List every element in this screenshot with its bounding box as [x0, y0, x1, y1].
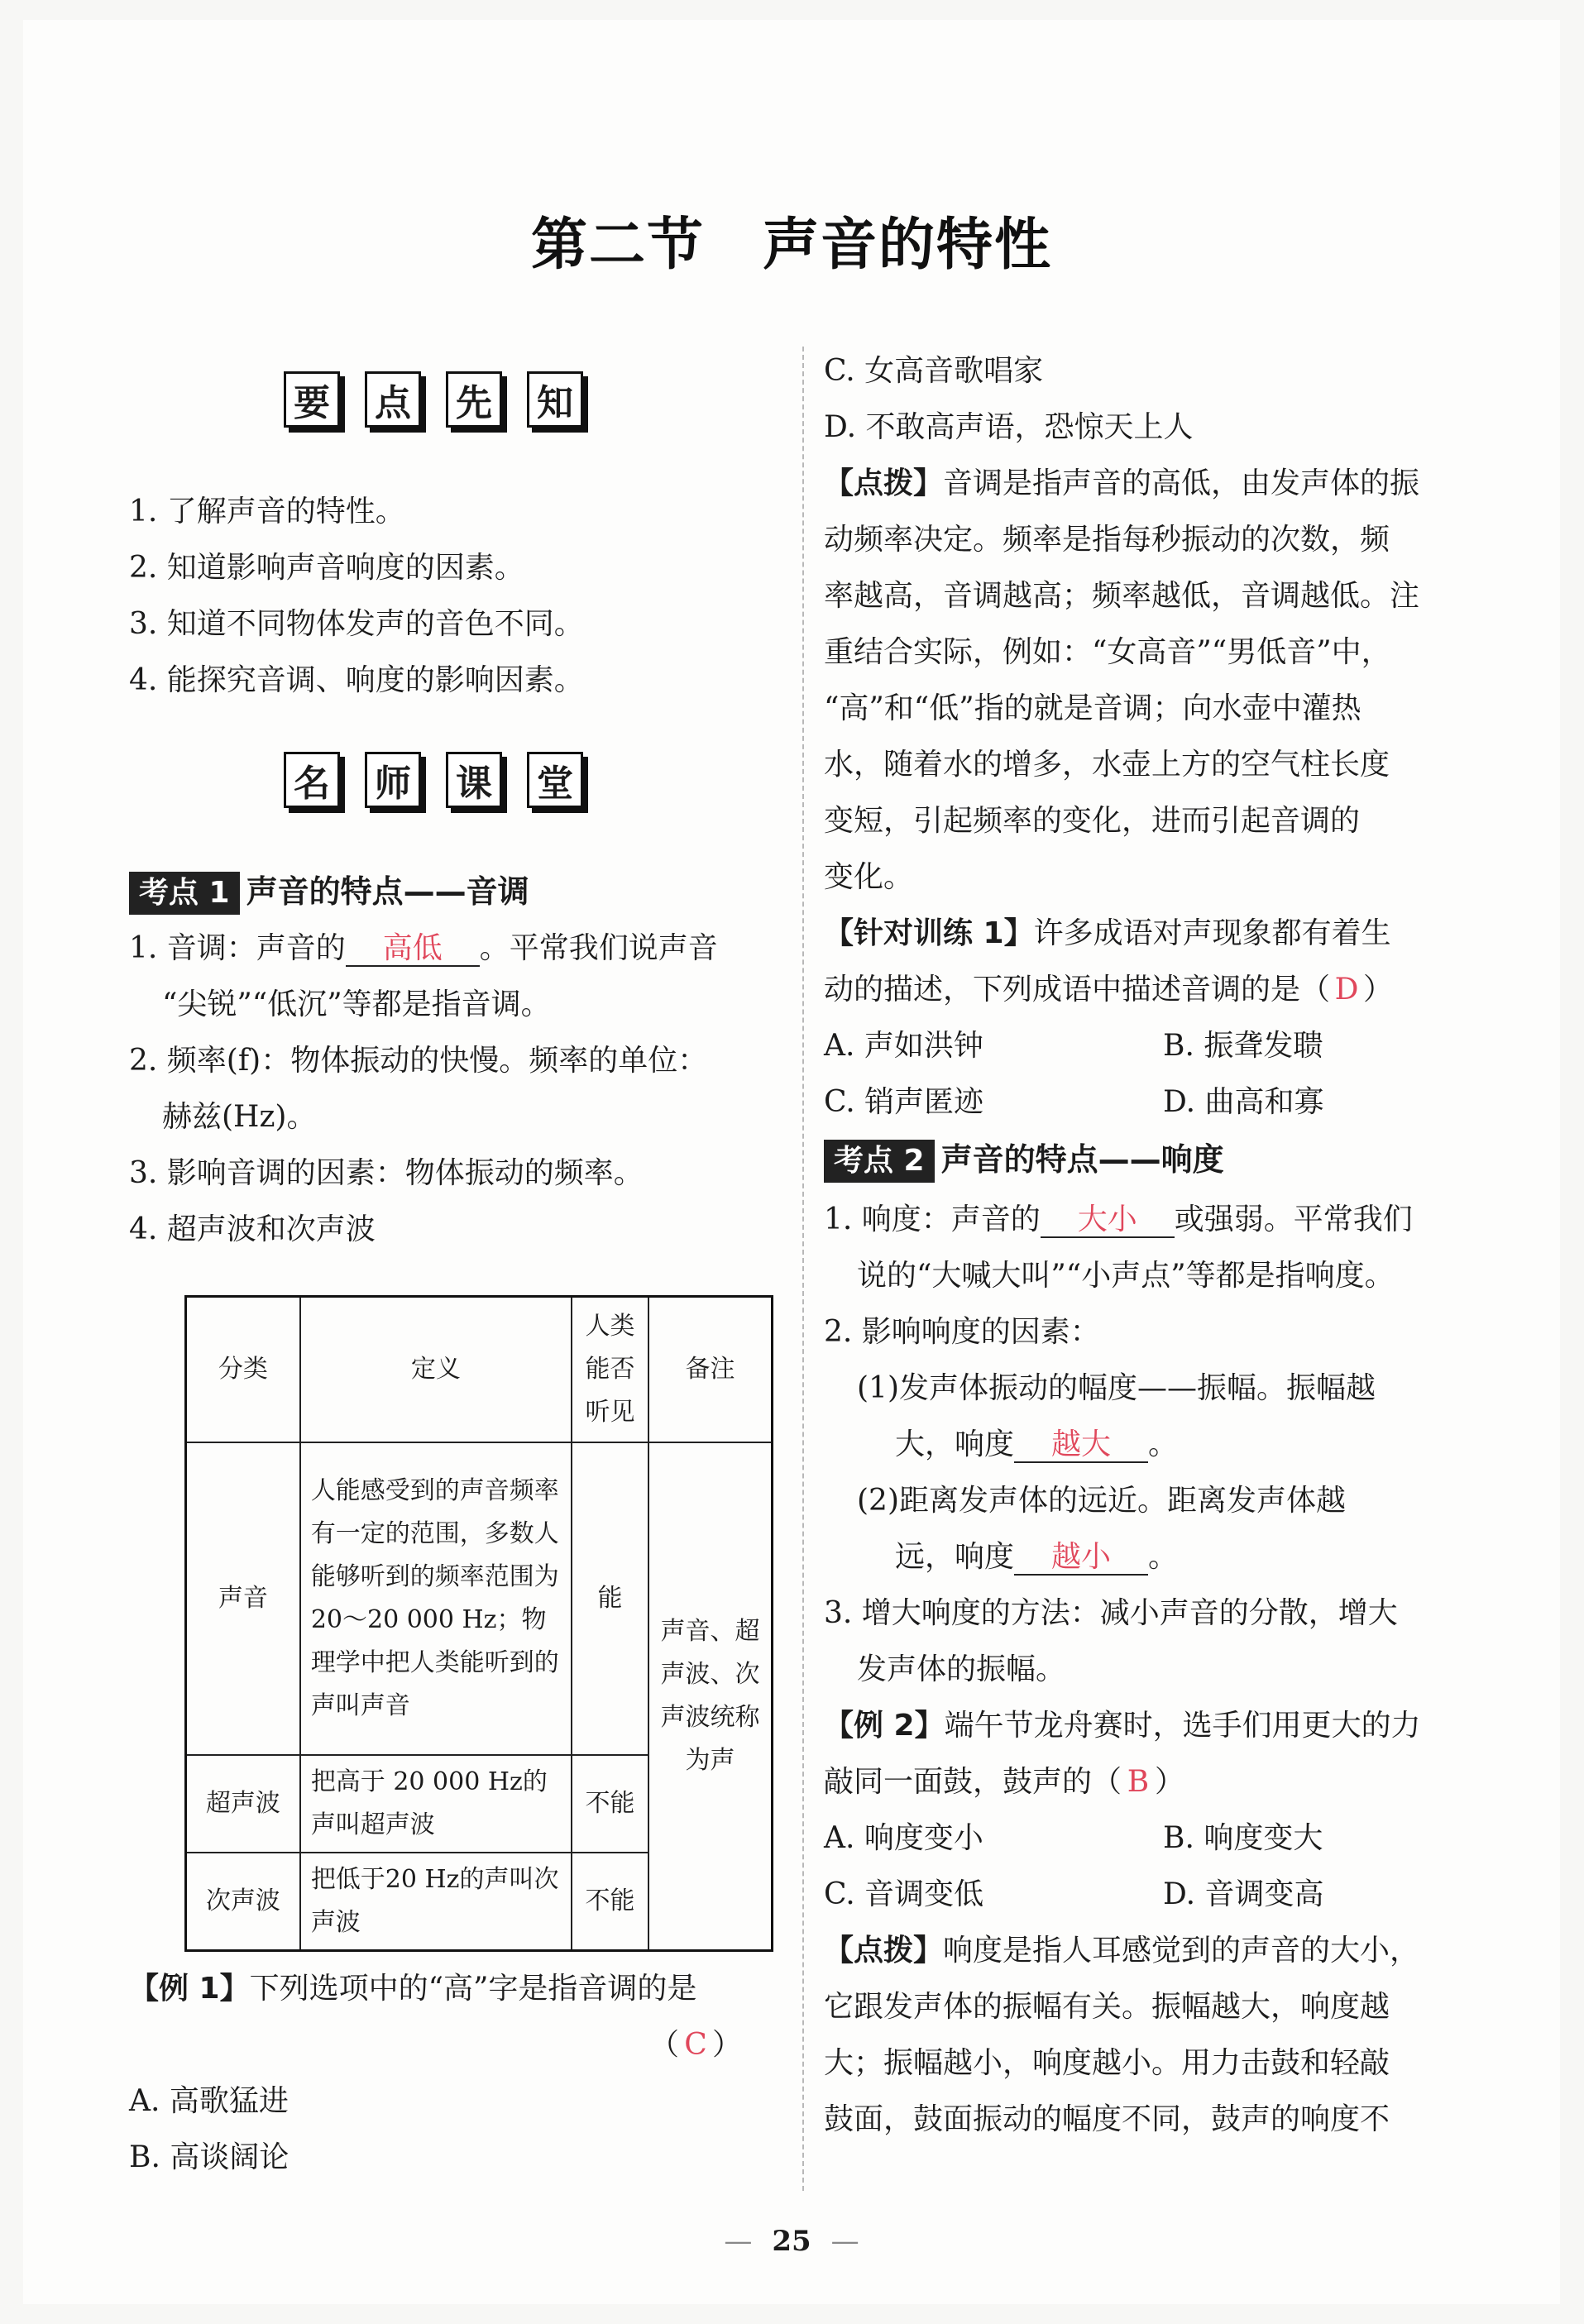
kp2-item-1-cont: 说的“大喊大叫”“小声点”等都是指响度。	[857, 1259, 1395, 1293]
table-cell: 超声波	[186, 1755, 300, 1853]
option: C. 销声匿迹	[824, 1085, 984, 1119]
kp1-item-4: 4. 超声波和次声波	[129, 1212, 376, 1246]
training-1-stem-cont: 动的描述，下列成语中描述音调的是（ D ）	[824, 973, 1394, 1007]
kp2-item-2-2-cont: 远，响度 越小 。	[895, 1540, 1179, 1574]
objective-item: 2. 知道影响声音响度的因素。	[129, 551, 524, 585]
kp2-item-3: 3. 增大响度的方法：减小声音的分散，增大	[824, 1596, 1398, 1630]
tip-2-line: 鼓面，鼓面振动的幅度不同，鼓声的响度不	[824, 2102, 1390, 2136]
kp1-item-3: 3. 影响音调的因素：物体振动的频率。	[129, 1156, 644, 1190]
kp2-item-3-cont: 发声体的振幅。	[857, 1652, 1066, 1686]
option: B. 振聋发聩	[1163, 1029, 1323, 1063]
tip-2-line: 它跟发声体的振幅有关。振幅越大，响度越	[824, 1990, 1390, 2024]
table-note: 声音、超声波、次声波统称为声	[648, 1442, 773, 1951]
table-cell: 不能	[572, 1853, 648, 1951]
table-cell: 把高于 20 000 Hz的声叫超声波	[300, 1755, 572, 1853]
option: A. 声如洪钟	[824, 1029, 983, 1063]
kp1-tag: 考点 1	[129, 872, 240, 915]
heading-char: 名	[284, 752, 340, 808]
option: A. 响度变小	[824, 1821, 983, 1855]
table-header: 人类能否听见	[572, 1297, 648, 1442]
example-1-stem: 【例 1】下列选项中的“高”字是指音调的是	[129, 1972, 697, 2006]
objective-item: 1. 了解声音的特性。	[129, 495, 405, 528]
answer-blank: 越大	[1014, 1428, 1148, 1463]
heading-char: 先	[446, 371, 502, 428]
table-cell: 不能	[572, 1755, 648, 1853]
table-header: 备注	[648, 1297, 773, 1442]
answer-blank: 越小	[1014, 1541, 1148, 1576]
page-number: — 25 —	[724, 2225, 859, 2258]
example-2-stem-cont: 敲同一面鼓，鼓声的（ B ）	[824, 1765, 1185, 1799]
objective-item: 3. 知道不同物体发声的音色不同。	[129, 607, 584, 641]
kp1-item-2: 2. 频率(f)：物体振动的快慢。频率的单位：	[129, 1044, 708, 1078]
title-topic: 声音的特性	[763, 213, 1053, 278]
option: D. 音调变高	[1163, 1877, 1324, 1911]
kp1-title: 声音的特点——音调	[246, 873, 529, 910]
page-title	[23, 200, 1560, 280]
option: A. 高歌猛进	[129, 2084, 289, 2118]
tip-1-line: 率越高，音调越高；频率越低，音调越低。注	[824, 579, 1420, 613]
heading-char: 师	[365, 752, 421, 808]
heading-char: 点	[365, 371, 421, 428]
heading-char: 知	[527, 371, 583, 428]
heading-char: 要	[284, 371, 340, 428]
example-1-answer: （ C ）	[649, 2028, 743, 2062]
tip-1-line: 变化。	[824, 860, 914, 894]
kp2-item-1: 1. 响度：声音的 大小 或强弱。平常我们	[824, 1203, 1413, 1236]
tip-1-line: “高”和“低”指的就是音调；向水壶中灌热	[824, 691, 1361, 725]
answer-blank: 大小	[1041, 1203, 1175, 1238]
table-cell: 次声波	[186, 1853, 300, 1951]
title-section-number: 第二节	[530, 213, 705, 278]
kp2-item-2-1-cont: 大，响度 越大 。	[895, 1427, 1179, 1461]
tip-1-line: 重结合实际，例如：“女高音”“男低音”中，	[824, 635, 1391, 669]
table-cell: 能	[572, 1442, 648, 1755]
column-divider	[802, 347, 804, 2191]
section-heading-key-points	[284, 371, 583, 428]
objective-item: 4. 能探究音调、响度的影响因素。	[129, 663, 584, 697]
kp1-item-1-cont: “尖锐”“低沉”等都是指音调。	[162, 987, 551, 1021]
kp2-title: 声音的特点——响度	[940, 1141, 1224, 1178]
tip-1-line: 【点拨】音调是指声音的高低，由发声体的振	[824, 466, 1420, 500]
page	[23, 20, 1560, 2304]
option: D. 不敢高声语，恐惊天上人	[824, 410, 1194, 444]
example-2-stem: 【例 2】端午节龙舟赛时，选手们用更大的力	[824, 1709, 1421, 1743]
table-header: 定义	[300, 1297, 572, 1442]
table-cell: 声音	[186, 1442, 300, 1755]
option: B. 响度变大	[1163, 1821, 1323, 1855]
tip-1-line: 变短，引起频率的变化，进而引起音调的	[824, 804, 1361, 838]
option: C. 音调变低	[824, 1877, 984, 1911]
answer-blank: 高低	[346, 932, 480, 967]
option: D. 曲高和寡	[1163, 1085, 1324, 1119]
training-1-stem: 【针对训练 1】许多成语对声现象都有着生	[824, 916, 1391, 950]
section-heading-teacher-class	[284, 752, 583, 808]
kp2-item-2-2: (2)距离发声体的远近。距离发声体越	[857, 1484, 1346, 1518]
tip-2-line: 【点拨】响度是指人耳感觉到的声音的大小，	[824, 1934, 1420, 1968]
kp1-item-1: 1. 音调：声音的 高低 。平常我们说声音	[129, 931, 718, 965]
tip-1-line: 动频率决定。频率是指每秒振动的次数，频	[824, 523, 1390, 557]
heading-char: 课	[446, 752, 502, 808]
kp1-item-2-cont: 赫兹(Hz)。	[162, 1100, 317, 1134]
kp2-item-2: 2. 影响响度的因素：	[824, 1315, 1100, 1349]
kp2-heading	[824, 1140, 1224, 1183]
kp2-tag: 考点 2	[824, 1140, 935, 1183]
option: C. 女高音歌唱家	[824, 354, 1044, 388]
tip-1-line: 水，随着水的增多，水壶上方的空气柱长度	[824, 748, 1390, 782]
table-header: 分类	[186, 1297, 300, 1442]
heading-char: 堂	[527, 752, 583, 808]
kp1-heading	[129, 872, 529, 915]
option: B. 高谈阔论	[129, 2140, 290, 2174]
table-cell: 人能感受到的声音频率有一定的范围，多数人能够听到的频率范围为20～20 000 Hz；物理学中把人类能听到的声叫声音	[300, 1442, 572, 1755]
tip-2-line: 大；振幅越小，响度越小。用力击鼓和轻敲	[824, 2046, 1390, 2080]
kp2-item-2-1: (1)发声体振动的幅度——振幅。振幅越	[857, 1371, 1376, 1405]
table-cell: 把低于20 Hz的声叫次声波	[300, 1853, 572, 1951]
sound-wave-table	[184, 1295, 773, 1952]
